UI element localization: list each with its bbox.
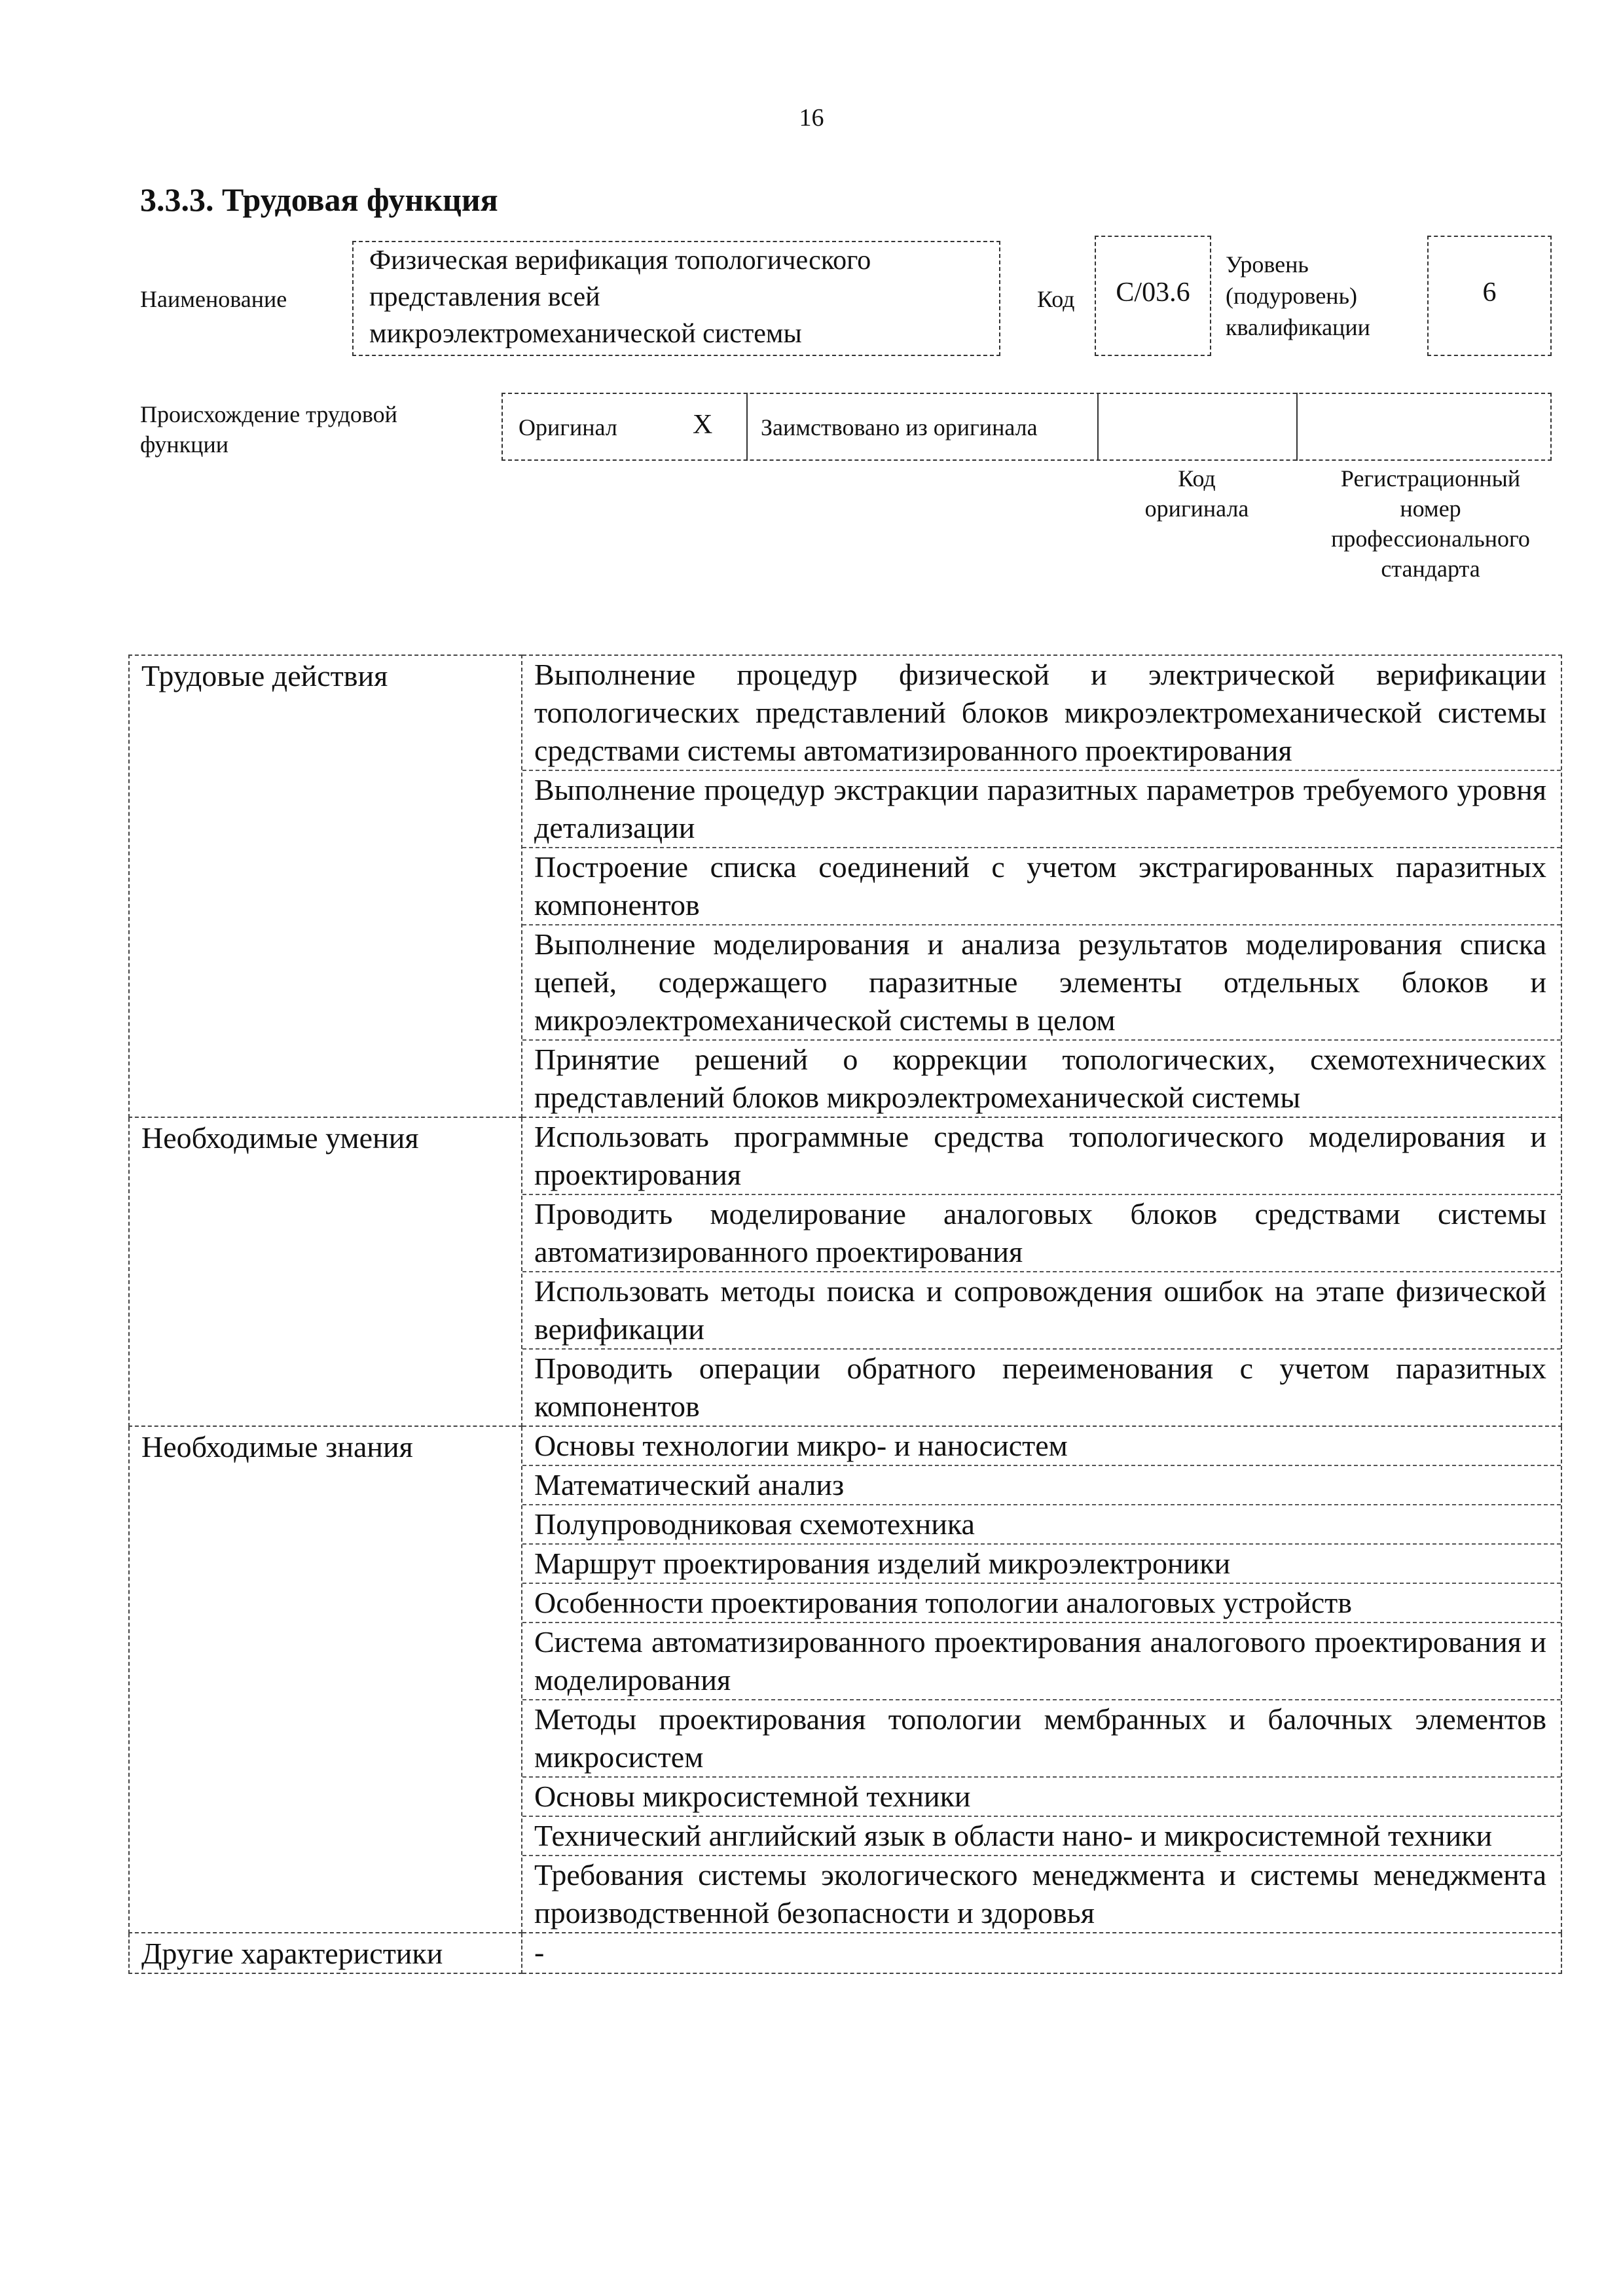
list-item: Построение списка соединений с учетом экстрагированных паразитных компонентов bbox=[522, 848, 1561, 925]
section-label: Необходимые умения bbox=[129, 1117, 522, 1426]
section-title: 3.3.3. Трудовая функция bbox=[140, 181, 498, 218]
origin-divider bbox=[1097, 393, 1099, 461]
section-row-labor-actions bbox=[129, 655, 1561, 1117]
name-value-box bbox=[352, 241, 1000, 356]
code-box bbox=[1095, 236, 1211, 356]
list-item: Основы микросистемной техники bbox=[522, 1778, 1561, 1817]
caption-line: номер bbox=[1400, 495, 1461, 522]
list-item: Выполнение процедур экстракции паразитных параметров требуемого уровня детализации bbox=[522, 771, 1561, 848]
list-item: Использовать методы поиска и сопровождения ошибок на этапе физической верификации bbox=[522, 1272, 1561, 1350]
code-original-caption bbox=[1110, 463, 1283, 524]
list-item: Выполнение процедур физической и электрической верификации топологических представлений блоков микроэлектромеханической системы средствами системы автоматизированного проектирования bbox=[522, 656, 1561, 771]
code-label: Код bbox=[1037, 286, 1075, 312]
name-value-line: представления всей bbox=[369, 282, 600, 312]
section-label: Другие характеристики bbox=[129, 1933, 522, 1973]
function-table bbox=[128, 655, 1562, 1974]
caption-line: профессионального bbox=[1331, 526, 1530, 552]
caption-line: Регистрационный bbox=[1340, 465, 1521, 492]
reg-number-caption bbox=[1303, 463, 1558, 584]
origin-label bbox=[140, 399, 397, 459]
section-label: Трудовые действия bbox=[129, 655, 522, 1117]
list-item: Основы технологии микро- и наносистем bbox=[522, 1427, 1561, 1466]
list-item: Методы проектирования топологии мембранных и балочных элементов микросистем bbox=[522, 1700, 1561, 1778]
section-label: Необходимые знания bbox=[129, 1426, 522, 1933]
level-value: 6 bbox=[1482, 278, 1497, 308]
list-item: Проводить операции обратного переименования с учетом паразитных компонентов bbox=[534, 1352, 1546, 1423]
list-item: Маршрут проектирования изделий микроэлектроники bbox=[522, 1545, 1561, 1584]
list-item: Система автоматизированного проектирования аналогового проектирования и моделирования bbox=[522, 1623, 1561, 1700]
origin-label-line: функции bbox=[140, 431, 228, 457]
level-label-line: (подуровень) bbox=[1226, 283, 1357, 309]
borrowed-label: Заимствовано из оригинала bbox=[761, 414, 1038, 440]
list-item: Требования системы экологического менеджмента и системы менеджмента производственной безопасности и здоровья bbox=[534, 1858, 1546, 1929]
name-label: Наименование bbox=[140, 286, 287, 312]
name-value-line: микроэлектромеханической системы bbox=[369, 319, 802, 349]
caption-line: Код bbox=[1178, 465, 1216, 492]
list-item: Проводить моделирование аналоговых блоков средствами системы автоматизированного проектирования bbox=[522, 1195, 1561, 1272]
list-item: Особенности проектирования топологии аналоговых устройств bbox=[522, 1584, 1561, 1623]
list-item: Принятие решений о коррекции топологических, схемотехнических представлений блоков микроэлектромеханической системы bbox=[534, 1043, 1546, 1114]
origin-divider bbox=[746, 393, 748, 461]
caption-line: оригинала bbox=[1144, 495, 1249, 522]
section-items bbox=[522, 1933, 1561, 1973]
caption-line: стандарта bbox=[1381, 556, 1480, 582]
page-number: 16 bbox=[799, 104, 824, 132]
section-items bbox=[522, 1426, 1561, 1933]
list-item: - bbox=[534, 1935, 545, 1969]
original-mark: X bbox=[693, 410, 713, 440]
list-item: Использовать программные средства топологического моделирования и проектирования bbox=[522, 1118, 1561, 1195]
section-row-other bbox=[129, 1933, 1561, 1973]
list-item: Выполнение моделирования и анализа результатов моделирования списка цепей, содержащего паразитные элементы отдельных блоков и микроэлектромеханической системы в целом bbox=[522, 925, 1561, 1041]
section-items bbox=[522, 1117, 1561, 1426]
list-item: Полупроводниковая схемотехника bbox=[522, 1505, 1561, 1545]
level-label bbox=[1226, 249, 1370, 343]
original-label: Оригинал bbox=[519, 414, 617, 440]
origin-divider bbox=[1296, 393, 1298, 461]
level-box bbox=[1427, 236, 1552, 356]
name-value-line: Физическая верификация топологического bbox=[369, 245, 871, 276]
list-item: Математический анализ bbox=[522, 1466, 1561, 1505]
section-items bbox=[522, 655, 1561, 1117]
section-row-knowledge bbox=[129, 1426, 1561, 1933]
level-label-line: квалификации bbox=[1226, 314, 1370, 340]
level-label-line: Уровень bbox=[1226, 251, 1309, 278]
origin-label-line: Происхождение трудовой bbox=[140, 401, 397, 427]
code-value: C/03.6 bbox=[1116, 278, 1190, 308]
section-row-skills bbox=[129, 1117, 1561, 1426]
list-item: Технический английский язык в области нано- и микросистемной техники bbox=[522, 1817, 1561, 1856]
